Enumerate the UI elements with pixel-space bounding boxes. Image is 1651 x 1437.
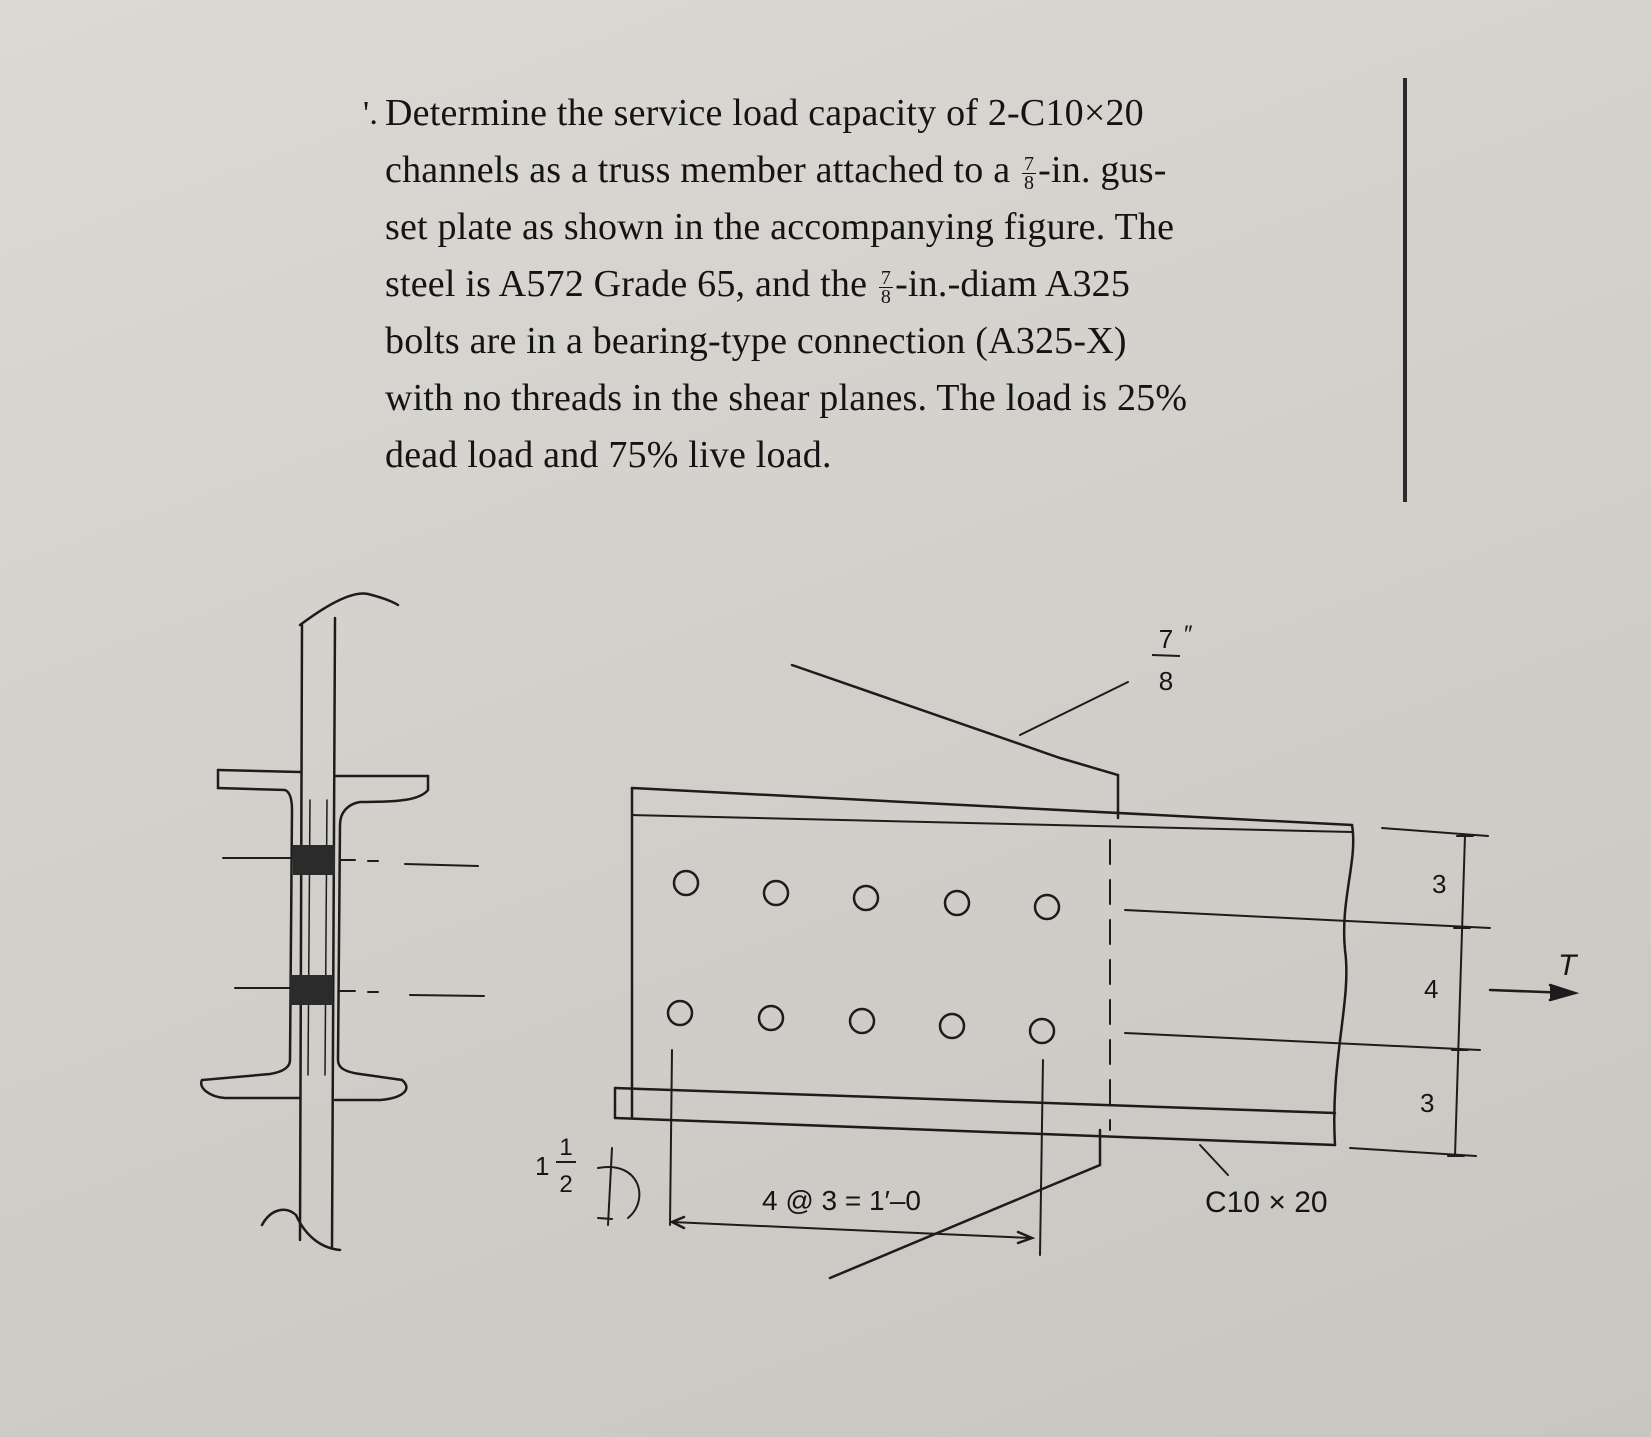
gusset-right-edge bbox=[332, 618, 335, 1248]
bolt-hole bbox=[940, 1014, 964, 1038]
gage-dimension-line bbox=[1455, 835, 1465, 1156]
bolt-section-bottom bbox=[290, 975, 333, 1005]
bolt-spacing-dimension bbox=[672, 1222, 1030, 1238]
elevation-view bbox=[598, 665, 1575, 1278]
problem-line-7: dead load and 75% live load. bbox=[385, 434, 832, 476]
problem-line-4: steel is A572 Grade 65, and the $\frac{7}{8}$ -in.-diam A325 bbox=[385, 263, 1131, 308]
gage-dim-top: 3 bbox=[1432, 869, 1447, 899]
channel-bottom-edge bbox=[615, 1118, 1335, 1145]
edge-distance-whole: 1 bbox=[535, 1151, 550, 1181]
plate-thickness-numerator: 7 bbox=[1158, 624, 1174, 654]
gage-dim-bottom: 3 bbox=[1420, 1088, 1435, 1118]
fraction-seven-eighths: $\frac{7}{8}$ bbox=[1023, 152, 1035, 194]
edge-distance-denominator: 2 bbox=[559, 1171, 573, 1198]
channel-right bbox=[335, 776, 428, 1100]
edge-distance-arc bbox=[598, 1167, 639, 1218]
bolt-hole bbox=[854, 886, 878, 910]
bolt-hole bbox=[764, 881, 788, 905]
plate-thickness-denominator: 8 bbox=[1158, 666, 1174, 696]
gage-dim-middle: 4 bbox=[1424, 974, 1439, 1004]
member-label: C10 × 20 bbox=[1205, 1186, 1328, 1219]
section-view bbox=[201, 593, 484, 1250]
bolt-hole bbox=[1035, 895, 1059, 919]
load-arrow-head bbox=[1550, 985, 1575, 1000]
problem-number: '. bbox=[363, 95, 379, 132]
bolt-hole bbox=[945, 891, 969, 915]
channel-break bbox=[1334, 825, 1353, 1145]
bolt-hole bbox=[674, 871, 698, 895]
problem-line-2: channels as a truss member attached to a $\frac{7}{8}$ -in. gus- bbox=[385, 149, 1167, 194]
channel-top-edge bbox=[632, 788, 1352, 825]
plate-leader bbox=[1020, 682, 1128, 735]
bolt-hole bbox=[668, 1001, 692, 1025]
gage-line-top bbox=[1125, 910, 1490, 928]
gusset-top-edge bbox=[792, 665, 1118, 818]
gusset-break-top bbox=[300, 593, 398, 625]
gusset-left-edge bbox=[300, 625, 302, 1240]
channel-left bbox=[201, 770, 300, 1098]
fraction-seven-eighths-2: $\frac{7}{8}$ bbox=[880, 266, 892, 308]
bolt-holes bbox=[668, 871, 1059, 1043]
edge-distance-numerator: 1 bbox=[559, 1134, 573, 1161]
problem-line-1: Determine the service load capacity of 2-C10×20 bbox=[385, 92, 1144, 134]
bolt-spacing-label: 4 @ 3 = 1′–0 bbox=[762, 1185, 922, 1216]
problem-line-5: bolts are in a bearing-type connection (A325-X) bbox=[385, 320, 1127, 362]
bolt-hole bbox=[1030, 1019, 1054, 1043]
problem-line-6: with no threads in the shear planes. The load is 25% bbox=[385, 377, 1188, 419]
bolt-hole bbox=[850, 1009, 874, 1033]
plate-thickness-unit: ″ bbox=[1184, 621, 1193, 648]
bolt-hole bbox=[759, 1006, 783, 1030]
member-leader bbox=[1200, 1145, 1228, 1175]
gage-line-bottom bbox=[1125, 1033, 1480, 1050]
bolt-section-top bbox=[293, 845, 335, 875]
load-label: T bbox=[1558, 949, 1577, 982]
problem-line-3: set plate as shown in the accompanying figure. The bbox=[385, 206, 1175, 248]
